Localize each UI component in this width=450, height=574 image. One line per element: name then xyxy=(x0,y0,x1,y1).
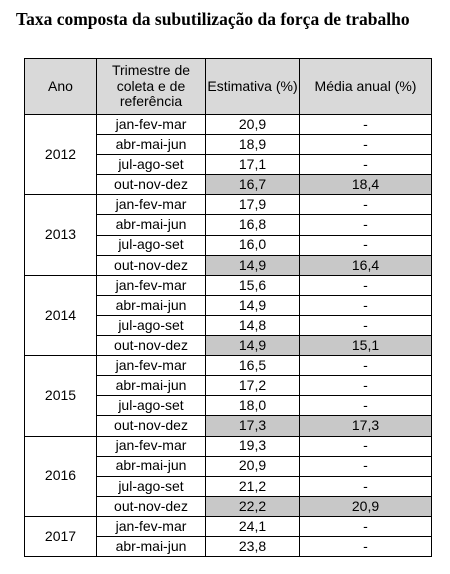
trimestre-cell: jan-fev-mar xyxy=(97,356,206,376)
trimestre-cell: jul-ago-set xyxy=(97,476,206,496)
year-cell: 2015 xyxy=(25,356,97,436)
media-anual-cell: 20,9 xyxy=(300,496,432,516)
media-anual-cell: - xyxy=(300,376,432,396)
trimestre-cell: out-nov-dez xyxy=(97,255,206,275)
trimestre-cell: abr-mai-jun xyxy=(97,295,206,315)
trimestre-cell: jul-ago-set xyxy=(97,396,206,416)
media-anual-cell: - xyxy=(300,396,432,416)
trimestre-cell: out-nov-dez xyxy=(97,416,206,436)
trimestre-cell: jan-fev-mar xyxy=(97,115,206,135)
header-row xyxy=(25,59,432,115)
estimativa-cell: 17,9 xyxy=(206,195,300,215)
media-anual-cell: - xyxy=(300,215,432,235)
trimestre-cell: abr-mai-jun xyxy=(97,215,206,235)
estimativa-cell: 16,0 xyxy=(206,235,300,255)
estimativa-cell: 16,5 xyxy=(206,356,300,376)
trimestre-cell: jan-fev-mar xyxy=(97,516,206,536)
estimativa-cell: 17,3 xyxy=(206,416,300,436)
estimativa-cell: 23,8 xyxy=(206,536,300,556)
media-anual-cell: - xyxy=(300,295,432,315)
header-media-anual: Média anual (%) xyxy=(300,59,432,115)
table-row xyxy=(25,115,432,135)
trimestre-cell: abr-mai-jun xyxy=(97,376,206,396)
estimativa-cell: 18,9 xyxy=(206,135,300,155)
table-row xyxy=(25,516,432,536)
media-anual-cell: - xyxy=(300,516,432,536)
estimativa-cell: 20,9 xyxy=(206,456,300,476)
trimestre-cell: jan-fev-mar xyxy=(97,195,206,215)
table-body xyxy=(25,115,432,557)
media-anual-cell: - xyxy=(300,135,432,155)
trimestre-cell: out-nov-dez xyxy=(97,496,206,516)
trimestre-cell: jul-ago-set xyxy=(97,235,206,255)
media-anual-cell: 16,4 xyxy=(300,255,432,275)
media-anual-cell: - xyxy=(300,155,432,175)
year-cell: 2013 xyxy=(25,195,97,275)
media-anual-cell: - xyxy=(300,456,432,476)
estimativa-cell: 21,2 xyxy=(206,476,300,496)
trimestre-cell: abr-mai-jun xyxy=(97,135,206,155)
media-anual-cell: 18,4 xyxy=(300,175,432,195)
table-row xyxy=(25,356,432,376)
table-row xyxy=(25,436,432,456)
trimestre-cell: out-nov-dez xyxy=(97,175,206,195)
trimestre-cell: abr-mai-jun xyxy=(97,456,206,476)
trimestre-cell: jul-ago-set xyxy=(97,155,206,175)
year-cell: 2016 xyxy=(25,436,97,516)
estimativa-cell: 19,3 xyxy=(206,436,300,456)
year-cell: 2017 xyxy=(25,516,97,556)
estimativa-cell: 17,2 xyxy=(206,376,300,396)
media-anual-cell: 17,3 xyxy=(300,416,432,436)
subutilization-table xyxy=(24,58,432,557)
trimestre-cell: abr-mai-jun xyxy=(97,536,206,556)
media-anual-cell: - xyxy=(300,195,432,215)
estimativa-cell: 14,9 xyxy=(206,295,300,315)
media-anual-cell: - xyxy=(300,275,432,295)
header-estimativa: Estimativa (%) xyxy=(206,59,300,115)
media-anual-cell: - xyxy=(300,235,432,255)
year-cell: 2014 xyxy=(25,275,97,355)
trimestre-cell: jul-ago-set xyxy=(97,315,206,335)
estimativa-cell: 24,1 xyxy=(206,516,300,536)
estimativa-cell: 20,9 xyxy=(206,115,300,135)
media-anual-cell: - xyxy=(300,476,432,496)
estimativa-cell: 16,7 xyxy=(206,175,300,195)
media-anual-cell: - xyxy=(300,115,432,135)
trimestre-cell: jan-fev-mar xyxy=(97,275,206,295)
media-anual-cell: - xyxy=(300,356,432,376)
trimestre-cell: out-nov-dez xyxy=(97,336,206,356)
media-anual-cell: 15,1 xyxy=(300,336,432,356)
header-trimestre: Trimestre de coleta e de referência xyxy=(97,59,206,115)
media-anual-cell: - xyxy=(300,315,432,335)
estimativa-cell: 14,9 xyxy=(206,336,300,356)
media-anual-cell: - xyxy=(300,436,432,456)
estimativa-cell: 16,8 xyxy=(206,215,300,235)
year-cell: 2012 xyxy=(25,115,97,195)
header-ano: Ano xyxy=(25,59,97,115)
estimativa-cell: 14,9 xyxy=(206,255,300,275)
estimativa-cell: 22,2 xyxy=(206,496,300,516)
estimativa-cell: 14,8 xyxy=(206,315,300,335)
estimativa-cell: 15,6 xyxy=(206,275,300,295)
estimativa-cell: 18,0 xyxy=(206,396,300,416)
media-anual-cell: - xyxy=(300,536,432,556)
trimestre-cell: jan-fev-mar xyxy=(97,436,206,456)
table-row xyxy=(25,195,432,215)
estimativa-cell: 17,1 xyxy=(206,155,300,175)
table-row xyxy=(25,275,432,295)
table-title: Taxa composta da subutilização da força de trabalho xyxy=(16,9,410,29)
